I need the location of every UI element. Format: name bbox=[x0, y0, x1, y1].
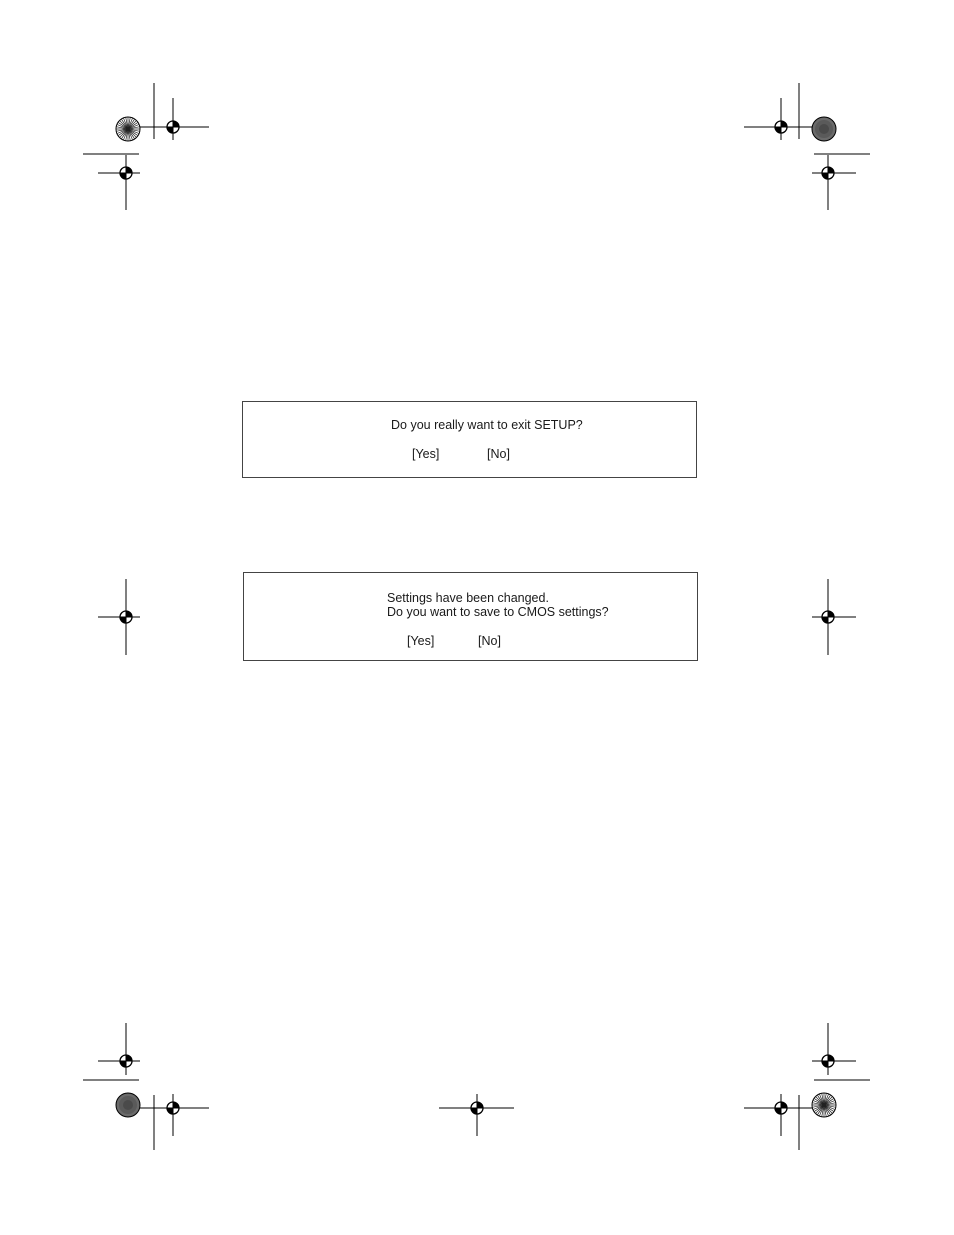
save-no-option[interactable]: [No] bbox=[478, 634, 501, 648]
save-cmos-question: Do you want to save to CMOS settings? bbox=[387, 605, 609, 619]
exit-setup-dialog bbox=[242, 401, 697, 478]
exit-no-option[interactable]: [No] bbox=[487, 447, 510, 461]
settings-changed-message: Settings have been changed. bbox=[387, 591, 549, 605]
save-yes-option[interactable]: [Yes] bbox=[407, 634, 435, 648]
exit-yes-option[interactable]: [Yes] bbox=[412, 447, 440, 461]
save-cmos-dialog bbox=[243, 572, 698, 661]
exit-setup-message: Do you really want to exit SETUP? bbox=[391, 418, 583, 432]
